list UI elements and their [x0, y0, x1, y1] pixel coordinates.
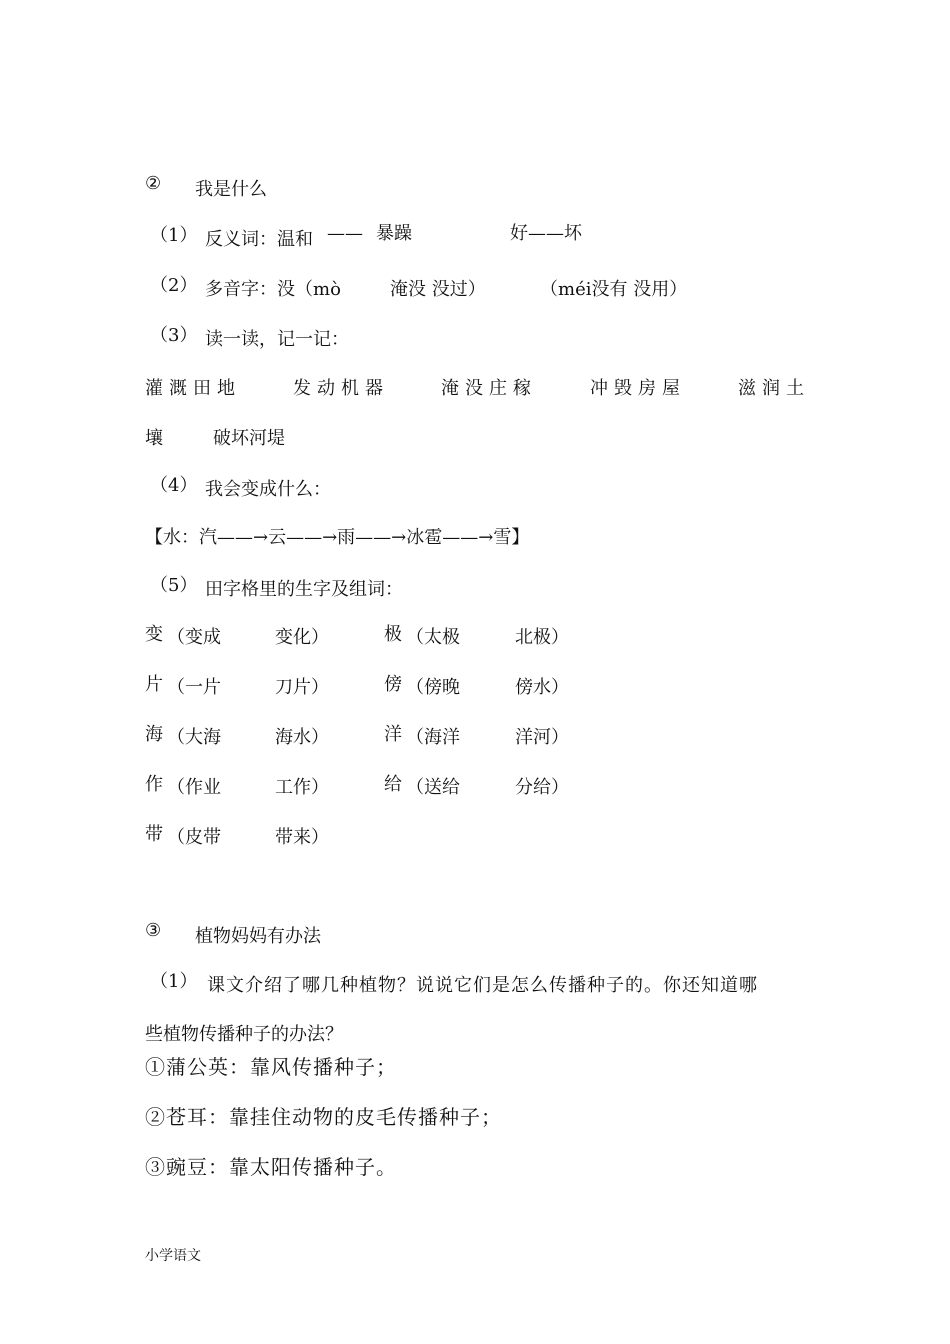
- word-group-2: 北极）: [515, 627, 569, 648]
- word-group-2: 工作）: [275, 777, 329, 798]
- word-group-1: （太极: [406, 627, 460, 648]
- water-cycle-chain: 【水：汽——→云——→雨——→冰雹——→雪】: [145, 527, 530, 548]
- s2-q1-label: （1）: [150, 225, 198, 246]
- phrase-2: 发动机器: [293, 378, 389, 399]
- s2-q1-dash: ——: [327, 223, 363, 244]
- word-char: 极: [384, 624, 402, 645]
- word-char: 海: [145, 724, 163, 745]
- word-group-2: 洋河）: [515, 727, 569, 748]
- word-group-1: （作业: [167, 777, 221, 798]
- phrase-1: 灌溉田地: [145, 378, 241, 399]
- s3-q1-text-cont: 些植物传播种子的办法？: [145, 1024, 343, 1045]
- s2-q3-label: （3）: [150, 325, 198, 346]
- word-group-1: （海洋: [406, 727, 460, 748]
- phrase-line2-a: 壤: [145, 428, 163, 449]
- s2-q3-text: 读一读，记一记：: [205, 329, 349, 350]
- phrase-line2-b: 破坏河堤: [213, 428, 285, 449]
- s2-q1-word: 暴躁: [376, 223, 412, 244]
- s2-q2-label: （2）: [150, 275, 198, 296]
- word-group-1: （一片: [167, 677, 221, 698]
- word-group-2: 分给）: [515, 777, 569, 798]
- word-char: 片: [145, 674, 163, 695]
- s2-q1-pair2: 好——坏: [510, 223, 582, 244]
- word-char: 给: [384, 774, 402, 795]
- word-group-1: （变成: [167, 627, 221, 648]
- s2-q4-label: （4）: [150, 475, 198, 496]
- s2-q1-prefix: 反义词：温和: [205, 229, 313, 250]
- word-group-1: （傍晚: [406, 677, 460, 698]
- phrase-5: 滋润土: [738, 378, 810, 399]
- answer-item: ③豌豆：靠太阳传播种子。: [145, 1155, 397, 1179]
- s2-q4-text: 我会变成什么：: [205, 479, 331, 500]
- section3-number: ③: [145, 920, 162, 941]
- s2-q2-text-c: （méi没有 没用）: [540, 279, 688, 300]
- word-group-1: （大海: [167, 727, 221, 748]
- word-char: 作: [145, 774, 163, 795]
- word-group-1: （皮带: [167, 827, 221, 848]
- s3-q1-label: （1）: [150, 971, 198, 992]
- phrase-3: 淹没庄稼: [441, 378, 537, 399]
- page-footer: 小学语文: [145, 1248, 201, 1264]
- section3-title: 植物妈妈有办法: [195, 926, 321, 947]
- word-group-2: 傍水）: [515, 677, 569, 698]
- section2-title: 我是什么: [195, 179, 267, 200]
- phrase-4: 冲毁房屋: [590, 378, 686, 399]
- word-group-2: 变化）: [275, 627, 329, 648]
- answer-item: ①蒲公英：靠风传播种子；: [145, 1055, 397, 1079]
- word-char: 带: [145, 824, 163, 845]
- word-group-2: 刀片）: [275, 677, 329, 698]
- s2-q5-label: （5）: [150, 575, 198, 596]
- section2-number: ②: [145, 173, 162, 194]
- word-char: 洋: [384, 724, 402, 745]
- word-char: 变: [145, 624, 163, 645]
- word-group-2: 带来）: [275, 827, 329, 848]
- s2-q2-text-b: 淹没 没过）: [390, 279, 486, 300]
- answer-item: ②苍耳：靠挂住动物的皮毛传播种子；: [145, 1105, 502, 1129]
- word-group-1: （送给: [406, 777, 460, 798]
- s2-q2-text-a: 多音字：没（mò: [205, 279, 341, 300]
- word-char: 傍: [384, 674, 402, 695]
- s3-q1-text: 课文介绍了哪几种植物？说说它们是怎么传播种子的。你还知道哪: [207, 975, 758, 996]
- word-group-2: 海水）: [275, 727, 329, 748]
- s2-q5-text: 田字格里的生字及组词：: [205, 579, 403, 600]
